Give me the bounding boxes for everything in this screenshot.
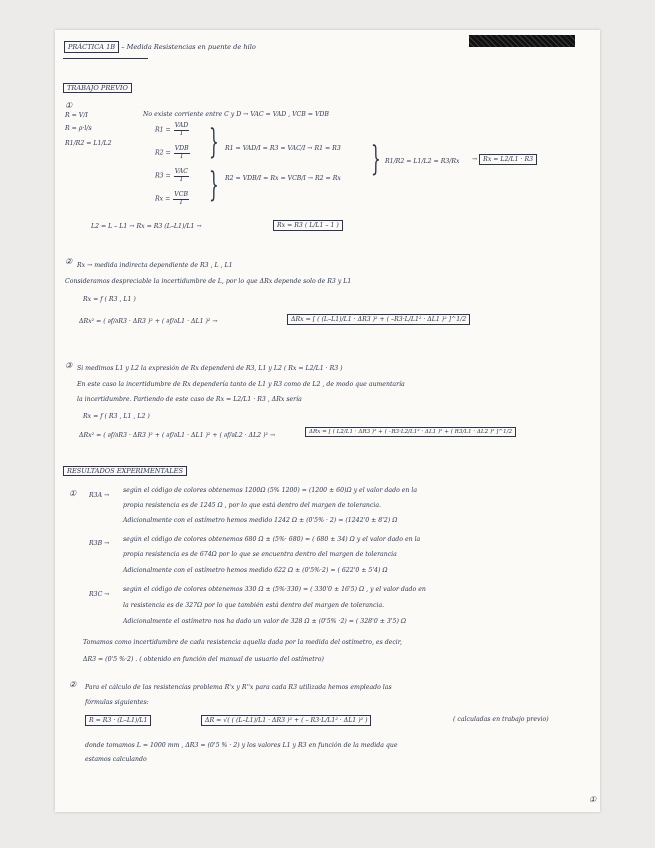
- rx-function: Rx = f ( R3 , L1 ): [83, 296, 136, 303]
- rx-result: → Rx = L2/L1 · R3: [472, 156, 537, 163]
- r3b-label: R3B →: [89, 540, 110, 547]
- l1-l2-text: Si medimos L1 y L2 la expresión de Rx dependerá de R3, L1 y L2 ( Rx = L2/L1 · R3 ): [77, 365, 343, 372]
- practice-title: – Medida Resistencias en puente de hilo: [121, 43, 256, 51]
- uncertainty-propagation-3: ΔRx² = ( ∂f/∂R3 · ΔR3 )² + ( ∂f/∂L1 · ΔL1 )² + ( ∂f/∂L2 · ΔL2 )² →: [79, 432, 276, 439]
- uncertainty-note-2: ΔR3 = (0'5 %·2) . ( obtenido en función del manual de usuario del ostímetro): [83, 656, 324, 663]
- r3c-label: R3C →: [89, 591, 110, 598]
- r3c-line-2: la resistencia es de 327Ω por lo que también está dentro del margen de tolerancia.: [123, 602, 385, 609]
- handwritten-page: [55, 30, 600, 812]
- uncertainty-propagation: ΔRx² = ( ∂f/∂R3 · ΔR3 )² + ( ∂f/∂L1 · ΔL1 )² →: [79, 318, 218, 325]
- section-number: ①: [69, 489, 77, 498]
- calc-details-2: estamos calculando: [85, 756, 147, 763]
- r3a-line-2: propia resistencia es de 1245 Ω , por lo que está dentro del margen de tolerancia.: [123, 502, 381, 509]
- r3a-label: R3A →: [89, 492, 110, 499]
- brace: }: [208, 165, 219, 205]
- r3a-line-1: según el código de colores obtenemos 1200Ω (5% 1200) = (1200 ± 60)Ω y el valor dado en la: [123, 487, 418, 494]
- formula-delta-r-box: [201, 717, 371, 724]
- rx-result-2: Rx = R3 ( L/L1 – 1 ): [273, 222, 343, 229]
- l2-substitution: L2 = L – L1 → Rx = R3 (L–L1)/L1 →: [91, 223, 202, 230]
- no-current-statement: No existe corriente entre C y D → VAC = VAD , VCB = VDB: [143, 111, 329, 118]
- formula-ohm: R = V/I: [65, 112, 88, 119]
- r3-definition: R3 = VAC I: [155, 168, 188, 183]
- practice-label: PRÁCTICA 1B: [64, 41, 119, 53]
- r2-definition: R2 = VDB I: [155, 145, 189, 160]
- equality-r1-r3: R1 = VAD/I = R3 = VAC/I → R1 = R3: [225, 145, 341, 152]
- section-heading-trabajo-previo: TRABAJO PREVIO: [63, 83, 132, 93]
- section-heading-resultados: RESULTADOS EXPERIMENTALES: [63, 466, 187, 476]
- uncertainty-increase-text-2: la incertidumbre. Partiendo de este caso de Rx = L2/L1 · R3 , ΔRx sería: [77, 396, 302, 403]
- calc-intro-1: Para el cálculo de las resistencias problema R'x y R''x para cada R3 utilizada hemos empleado las: [85, 684, 392, 691]
- rx-function-3: Rx = f ( R3 , L1 , L2 ): [83, 413, 150, 420]
- r3b-line-3: Adicionalmente con el ostímetro hemos medido 622 Ω ± (0'5%·2) = ( 622'0 ± 5'4) Ω: [123, 567, 388, 574]
- formula-note: ( calculadas en trabajo previo): [453, 716, 549, 723]
- r3c-line-3: Adicionalmente el ostímetro nos ha dado un valor de 328 Ω ± (0'5% ·2) = ( 328'0 ± 3'5) Ω: [123, 618, 406, 625]
- delta-rx-result-3: ΔRx = [ ( L2/L1 · ΔR3 )² + ( –R3·L2/L1² · ΔL1 )² + ( R3/L1 · ΔL2 )² ]^1/2: [305, 429, 516, 436]
- calc-intro-2: fórmulas siguientes:: [85, 699, 149, 706]
- bridge-ratio: R1/R2 = L1/L2 = R3/Rx: [385, 158, 460, 165]
- brace: }: [208, 122, 219, 162]
- section-number: ②: [69, 680, 77, 689]
- uncertainty-increase-text: En este caso la incertidumbre de Rx dependería tanto de L1 y R3 como de L2 , de modo que aumentaría: [77, 381, 405, 388]
- formula-r-box: [85, 717, 151, 724]
- negligible-uncertainty-text: Consideramos despreciable la incertidumbre de L, por lo que ΔRx depende solo de R3 y L1: [65, 278, 352, 285]
- practice-header: [64, 44, 256, 51]
- r3a-line-3: Adicionalmente con el ostímetro hemos medido 1242 Ω ± (0'5% · 2) = (1242'0 ± 8'2) Ω: [123, 517, 398, 524]
- formula-ratio: R1/R2 = L1/L2: [65, 140, 112, 147]
- page-number: ①: [589, 795, 597, 804]
- formula-resistivity: R = ρ·l/s: [65, 125, 92, 132]
- calc-details-1: donde tomamos L = 1000 mm , ΔR3 = (0'5 % · 2) y los valores L1 y R3 en función de la medida que: [85, 742, 398, 749]
- redacted-name: [469, 35, 575, 47]
- r3c-line-1: según el código de colores obtenemos 330 Ω ± (5%·330) = ( 330'0 ± 16'5) Ω , y el valor dado en: [123, 586, 426, 593]
- formula-delta-r: ΔR = √( ( (L–L1)/L1 · ΔR3 )² + ( – R3·L/L1² · ΔL1 )² ): [201, 715, 371, 726]
- formula-r: R = R3 · (L–L1)/L1: [85, 715, 151, 726]
- uncertainty-note-1: Tomamos como incertidumbre de cada resistencia aquella dada por la medida del ostímetro, es decir,: [83, 639, 403, 646]
- section-number: ①: [65, 101, 73, 110]
- section-number: ③: [65, 361, 73, 370]
- rx-definition: Rx = VCB I: [155, 191, 189, 206]
- r3b-line-2: propia resistencia es de 674Ω por lo que se encuentra dentro del margen de tolerancia: [123, 551, 397, 558]
- header-underline: [63, 58, 148, 59]
- equality-r2-rx: R2 = VDB/I = Rx = VCB/I → R2 = Rx: [225, 175, 341, 182]
- r3b-line-1: según el código de colores obtenemos 680 Ω ± (5%· 680) = ( 680 ± 34) Ω y el valor dado en la: [123, 536, 421, 543]
- brace: }: [370, 139, 381, 179]
- delta-rx-result: ΔRx = [ ( (L–L1)/L1 · ΔR3 )² + ( –R3·L/L1² · ΔL1 )² ]^1/2: [287, 316, 470, 323]
- r1-definition: R1 = VAD I: [155, 122, 189, 137]
- indirect-measure-text: Rx → medida indirecta dependiente de R3 , L , L1: [77, 262, 233, 269]
- section-number: ②: [65, 257, 73, 266]
